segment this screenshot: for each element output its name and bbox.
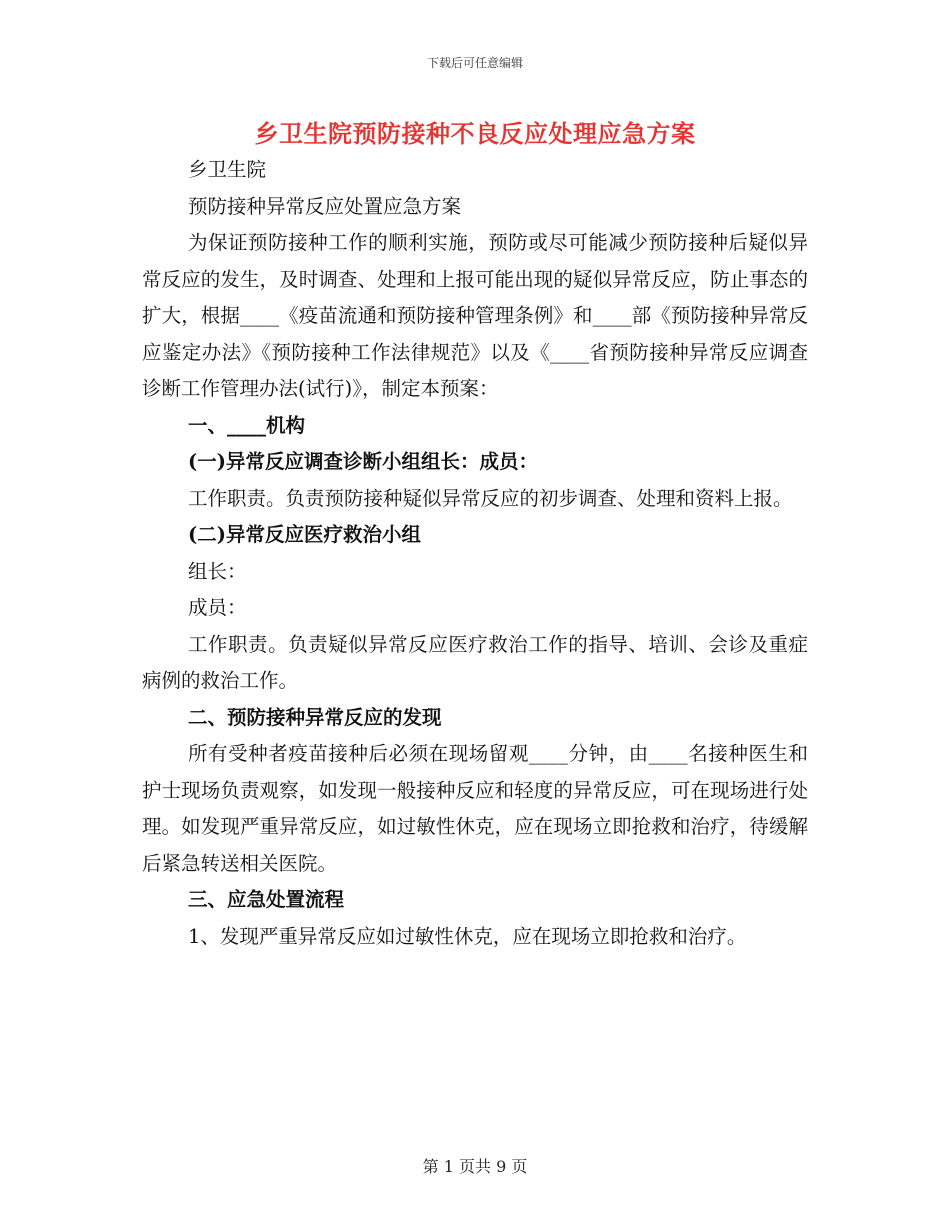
subsection-heading-2: (二)异常反应医疗救治小组 [188,523,421,546]
paragraph-8: 所有受种者疫苗接种后必须在现场留观____分钟，由____名接种医生和护士现场负责观察，如发现一般接种反应和轻度的异常反应，可在现场进行处理。如发现严重异常反应，如过敏性休克，应在现场立即抢救和治疗，待缓解后紧急转送相关医院。 [142,742,808,875]
section-heading-3: 三、应急处置流程 [188,888,345,911]
paragraph-5: 组长： [188,559,247,583]
section-heading-2: 二、预防接种异常反应的发现 [188,705,442,729]
paragraph-3: 为保证预防接种工作的顺利实施，预防或尽可能减少预防接种后疑似异常反应的发生，及时调查、处理和上报可能出现的疑似异常反应，防止事态的扩大，根据____《疫苗流通和预防接种管理条例》和____部《预防接种异常反应鉴定办法》《预防接种工作法律规范》以及《____省预防接种异常反应调查诊断工作管理办法(试行)》，制定本预案： [142,231,808,400]
paragraph-4: 工作职责。负责预防接种疑似异常反应的初步调查、处理和资料上报。 [188,486,793,510]
section-heading-1: 一、____机构 [188,413,306,437]
paragraph-2: 预防接种异常反应处置应急方案 [188,194,462,218]
paragraph-1: 乡卫生院 [188,158,267,181]
page-header: 下载后可任意编辑 [426,56,523,70]
document-body [142,152,808,955]
document-title: 乡卫生院预防接种不良反应处理应急方案 [254,119,696,148]
page-footer: 第 1 页共 9 页 [422,1157,528,1176]
paragraph-9: 1、发现严重异常反应如过敏性休克，应在现场立即抢救和治疗。 [188,924,747,948]
subsection-heading-1: (一)异常反应调查诊断小组组长：成员： [188,450,538,473]
paragraph-6: 成员： [188,596,247,619]
paragraph-7: 工作职责。负责疑似异常反应医疗救治工作的指导、培训、会诊及重症病例的救治工作。 [142,632,808,692]
